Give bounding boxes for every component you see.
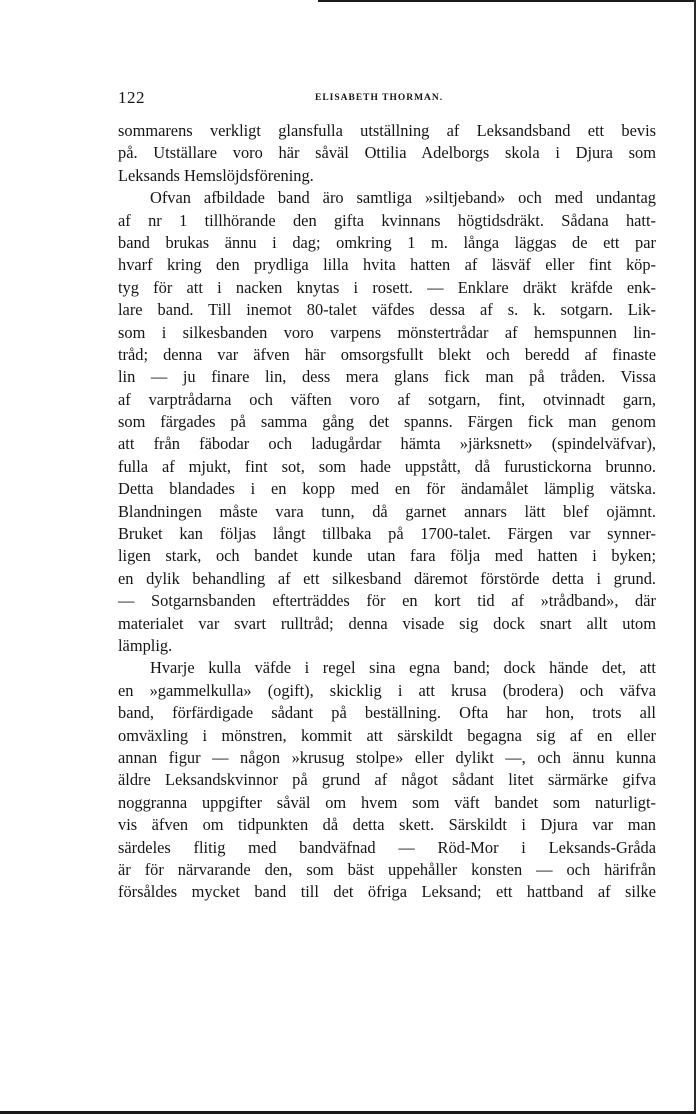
text-line: omväxling i mönstren, kommit att särskildt begagna sig af en eller — [118, 725, 656, 745]
text-line: är för närvarande den, som bäst uppehåller konsten — och härifrån — [118, 859, 656, 879]
text-line: ligen stark, och bandet kunde utan fara följa med hatten i byken; — [118, 546, 656, 566]
text-line: Leksands Hemslöjdsförening. — [118, 165, 314, 185]
text-line: särdeles flitig med bandväfnad — Röd-Mor i Leksands-Gråda — [118, 837, 656, 857]
text-line: band brukas ännu i dag; omkring 1 m. långa läggas de ett par — [118, 232, 656, 252]
text-line: sommarens verkligt glansfulla utställning af Leksandsband ett bevis — [118, 121, 656, 140]
text-line: försåldes mycket band till det öfriga Leksand; ett hattband af silke — [118, 882, 656, 902]
text-line: äldre Leksandskvinnor på grund af något sådant litet särmärke gifva — [118, 770, 656, 790]
text-line: att från fäbodar och ladugårdar hämta »järksnett» (spindelväfvar), — [118, 434, 656, 454]
text-line: Detta blandades i en kopp med en för ändamålet lämplig vätska. — [118, 479, 656, 499]
body-text — [118, 120, 656, 904]
text-line: Ofvan afbildade band äro samtliga »siltjeband» och med undantag — [150, 188, 656, 208]
text-line: af nr 1 tillhörande den gifta kvinnans högtidsdräkt. Sådana hatt- — [118, 210, 656, 230]
text-line: lämplig. — [118, 635, 173, 655]
text-line: band, förfärdigade sådant på beställning. Ofta har hon, trots all — [118, 703, 656, 723]
running-title: ELISABETH THORMAN. — [315, 93, 444, 103]
text-line: Bruket kan följas långt tillbaka på 1700-talet. Färgen var synner- — [118, 524, 656, 544]
text-line: som i silkesbanden voro varpens mönstertrådar af hemspunnen lin- — [118, 322, 656, 342]
text-line: — Sotgarnsbanden efterträddes för en kort tid af »trådband», där — [118, 591, 656, 611]
text-line: lare band. Till inemot 80-talet väfdes dessa af s. k. sotgarn. Lik- — [118, 300, 656, 320]
text-line: en dylik behandling af ett silkesband däremot förstörde detta i grund. — [118, 568, 656, 588]
text-line: som färgades på samma gång det spanns. Färgen fick man genom — [118, 412, 656, 432]
top-edge-rule — [318, 0, 696, 2]
text-line: tråd; denna var äfven här omsorgsfullt blekt och beredd af finaste — [118, 344, 656, 364]
text-line: hvarf kring den prydliga lilla hvita hatten af läsväf eller fint köp- — [118, 255, 656, 275]
text-line: Blandningen måste vara tunn, då garnet annars lätt blef ojämnt. — [118, 501, 656, 521]
text-line: fulla af mjukt, fint sot, som hade uppstått, då furustickorna brunno. — [118, 456, 656, 476]
text-line: lin — ju finare lin, dess mera glans fick man på tråden. Vissa — [118, 367, 656, 387]
text-line: en »gammelkulla» (ogift), skicklig i att krusa (brodera) och väfva — [118, 680, 656, 700]
text-line: tyg för att i nacken knytas i rosett. — Enklare dräkt kräfde enk- — [118, 277, 656, 297]
text-line: af varptrådarna och väften voro af sotgarn, fint, otvinnadt garn, — [118, 389, 656, 409]
text-line: Hvarje kulla väfde i regel sina egna band; dock hände det, att — [150, 658, 656, 678]
text-line: materialet var svart rulltråd; denna visade sig dock snart allt utom — [118, 613, 656, 633]
text-line: på. Utställare voro här såväl Ottilia Adelborgs skola i Djura som — [118, 143, 656, 163]
page-number: 122 — [118, 88, 145, 107]
text-line: vis äfven om tidpunkten då detta skett. Särskildt i Djura var man — [118, 815, 656, 835]
text-line: annan figur — någon »krusug stolpe» eller dylikt —, och ännu kunna — [118, 747, 656, 767]
page-header — [118, 88, 656, 112]
text-line: noggranna uppgifter såväl om hvem som väft bandet som naturligt- — [118, 792, 656, 812]
